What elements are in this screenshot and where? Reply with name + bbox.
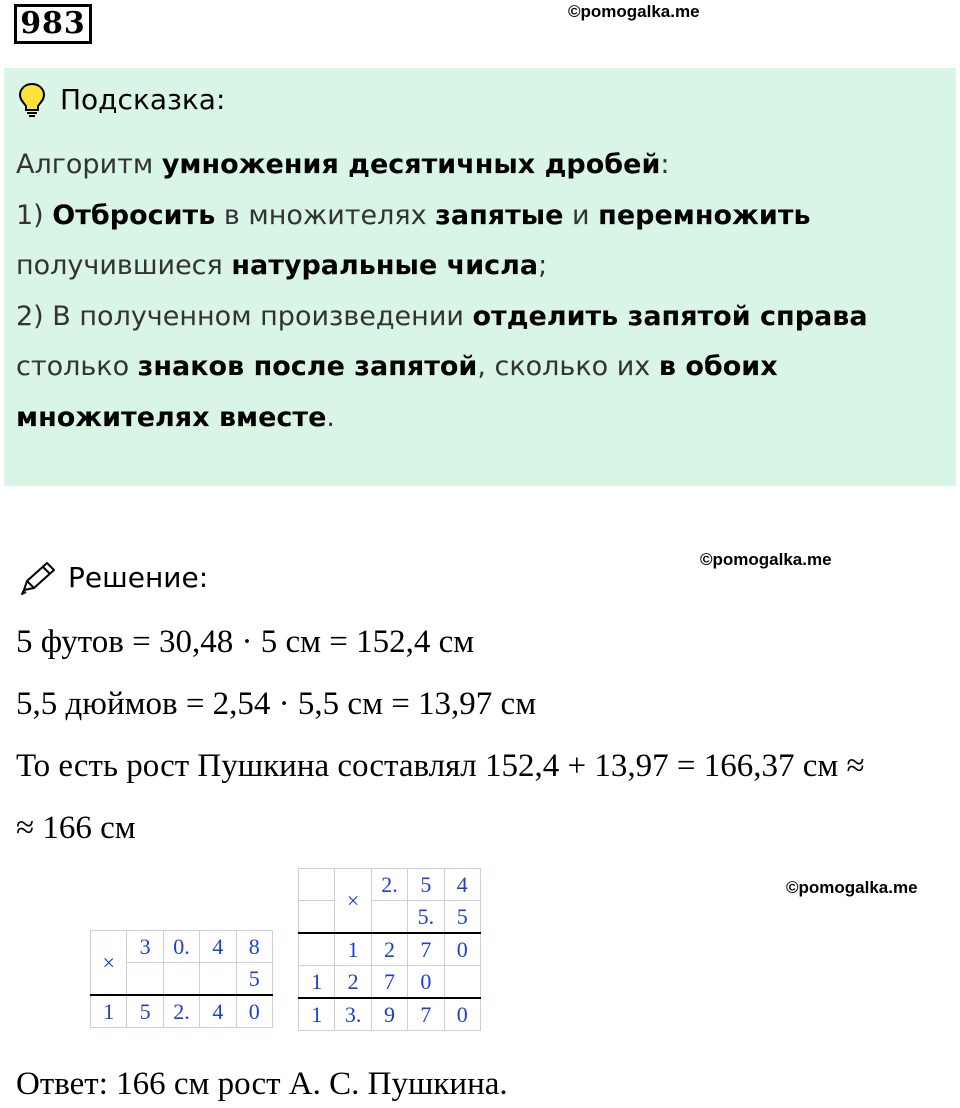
calc-cell <box>444 966 480 998</box>
watermark: ©pomogalka.me <box>568 2 700 21</box>
problem-number: 983 <box>14 4 92 44</box>
solution-line: 5 футов = 30,48 · 5 см = 152,4 см <box>16 624 475 660</box>
calc-cell: 1 <box>299 998 335 1030</box>
calc-cell: 0 <box>444 933 480 965</box>
calc-cell: 3 <box>127 931 163 963</box>
calc-cell: × <box>91 931 127 996</box>
calc-cell: 5 <box>444 901 480 933</box>
watermark: ©pomogalka.me <box>786 878 918 897</box>
solution-title <box>18 558 208 598</box>
calc-cell <box>299 869 335 901</box>
hint-title <box>18 82 225 118</box>
hint-line: 1) Отбросить в множителях запятые и перемножить <box>16 199 811 231</box>
lightbulb-icon <box>18 82 46 118</box>
solution-title-text: Решение: <box>68 561 209 594</box>
calc-cell: 5 <box>127 995 163 1027</box>
calc-cell <box>127 963 163 995</box>
hint-line: получившиеся натуральные числа; <box>16 250 548 281</box>
calc-cell: 3. <box>335 998 371 1030</box>
calc-cell <box>371 901 407 933</box>
hint-text <box>16 140 936 443</box>
calc-cell: 7 <box>408 998 444 1030</box>
calc-cell: 4 <box>200 931 236 963</box>
hint-line: Алгоритм умножения десятичных дробей: <box>16 149 670 180</box>
solution-line: ≈ 166 см <box>16 810 136 846</box>
hint-title-text: Подсказка: <box>60 83 226 116</box>
calc-cell: 7 <box>371 966 407 998</box>
calc-cell: 2. <box>371 869 407 901</box>
calc-cell <box>163 963 199 995</box>
solution-line: 5,5 дюймов = 2,54 · 5,5 см = 13,97 см <box>16 686 537 722</box>
hint-line: столько знаков после запятой, сколько их в обоих <box>16 351 778 382</box>
calc-cell <box>200 963 236 995</box>
calc-cell: 2 <box>371 933 407 965</box>
calc-cell: 2 <box>335 966 371 998</box>
calc-cell: 5 <box>408 869 444 901</box>
calc-cell: 0 <box>444 998 480 1030</box>
calc-cell: × <box>335 869 371 934</box>
pencil-icon <box>18 560 58 596</box>
watermark: ©pomogalka.me <box>700 550 832 569</box>
calc-cell: 7 <box>408 933 444 965</box>
solution-line: То есть рост Пушкина составлял 152,4 + 13,97 = 166,37 см ≈ <box>16 748 865 784</box>
calc-cell: 0. <box>163 931 199 963</box>
calc-cell: 5. <box>408 901 444 933</box>
hint-line: множителях вместе. <box>16 401 335 433</box>
calc-cell: 5 <box>236 963 272 995</box>
calc-cell: 1 <box>335 933 371 965</box>
multiplication-table-2 <box>298 868 481 1031</box>
hint-line: 2) В полученном произведении отделить запятой справа <box>16 300 868 332</box>
calc-cell: 2. <box>163 995 199 1027</box>
answer: Ответ: 166 см рост А. С. Пушкина. <box>16 1066 508 1102</box>
calc-cell: 1 <box>299 966 335 998</box>
calc-cell <box>299 901 335 933</box>
calc-cell: 1 <box>91 995 127 1027</box>
calc-cell: 0 <box>408 966 444 998</box>
calc-cell: 4 <box>444 869 480 901</box>
multiplication-table-1 <box>90 930 273 1028</box>
calc-cell: 8 <box>236 931 272 963</box>
calc-cell: 0 <box>236 995 272 1027</box>
calc-cell: 9 <box>371 998 407 1030</box>
calc-cell <box>299 933 335 965</box>
calc-cell: 4 <box>200 995 236 1027</box>
